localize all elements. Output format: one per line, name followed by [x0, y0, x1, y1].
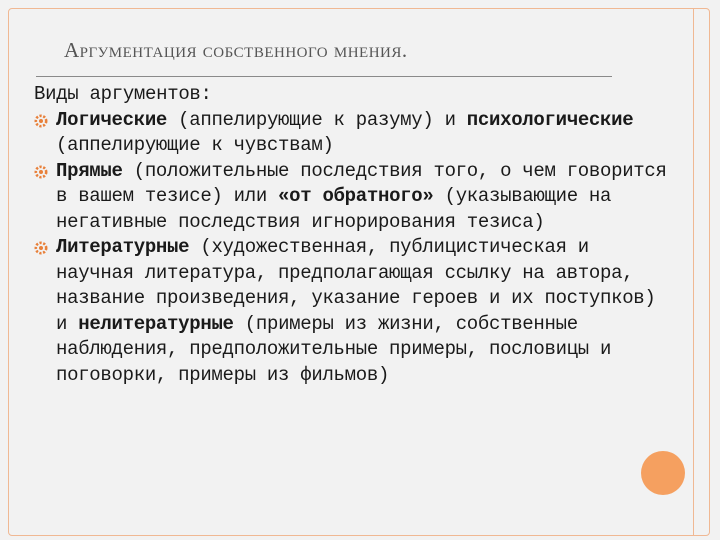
decorative-circle	[641, 451, 685, 495]
bullet-list	[34, 108, 674, 389]
bullet-text: (художественная, публицистическая и научная литература, предполагающая ссылку на автора, название произведения, указание героев и их поступков) и	[56, 236, 656, 335]
gear-bullet-icon	[34, 241, 48, 255]
bullet-text: (аппелирующие к разуму) и	[167, 108, 467, 131]
bullet-text: (примеры из жизни, собственные наблюдения, предположительные примеры, пословицы и поговорки, примеры из фильмов)	[56, 312, 612, 386]
bullet-term: Прямые	[56, 159, 123, 182]
bullet-term: «от обратного»	[278, 185, 434, 207]
bullet-term: психологические	[466, 108, 634, 131]
bullet-text: (аппелирующие к чувствам)	[56, 134, 334, 156]
title-divider	[36, 76, 612, 77]
bullet-text: (указывающие на негативные последствия игнорирования тезиса)	[56, 185, 612, 233]
gear-bullet-icon	[34, 114, 48, 128]
bullet-text: (положительные последствия того, о чем говорится в вашем тезисе) или	[56, 159, 667, 207]
bullet-item	[34, 235, 674, 388]
bullet-term: Логические	[56, 108, 168, 131]
bullet-term: нелитературные	[78, 312, 234, 335]
slide-title: Аргументация собственного мнения.	[64, 38, 408, 62]
bullet-item	[34, 108, 674, 159]
bullet-item	[34, 159, 674, 236]
bullet-term: Литературные	[56, 236, 190, 258]
gear-bullet-icon	[34, 165, 48, 179]
slide-content	[34, 82, 674, 388]
frame-accent-line	[693, 8, 694, 536]
intro-text: Виды аргументов:	[34, 83, 212, 105]
